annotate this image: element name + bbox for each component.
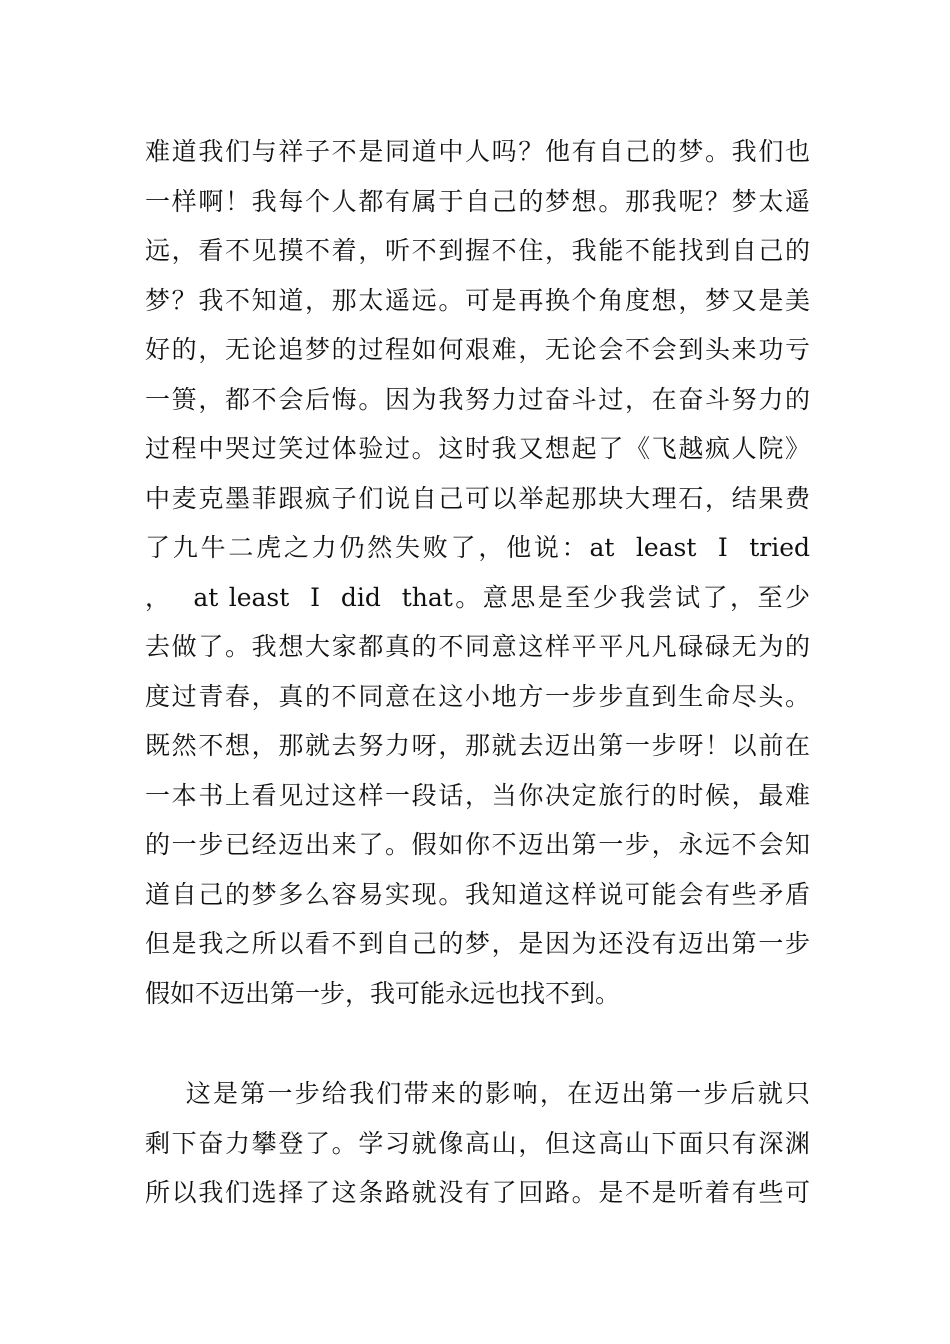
text-line: 一样啊！我每个人都有属于自己的梦想。那我呢？梦太遥 [145,186,810,216]
text-line: 了九牛二虎之力仍然失败了，他说：at least I tried [145,533,810,562]
text-line: 的一步已经迈出来了。假如你不迈出第一步，永远不会知 [145,830,810,859]
text-line-indented: 这是第一步给我们带来的影响，在迈出第一步后就只 [145,1079,810,1108]
text-line: 远，看不见摸不着，听不到握不住，我能不能找到自己的 [145,236,810,265]
text-line: 好的，无论追梦的过程如何艰难，无论会不会到头来功亏 [145,335,810,364]
text-line: 既然不想，那就去努力呀，那就去迈出第一步呀！以前在 [145,731,810,760]
text-line: 中麦克墨菲跟疯子们说自己可以举起那块大理石，结果费 [145,483,810,513]
paragraph-2 [145,1069,810,1218]
paragraph-1 [145,127,810,1018]
text-line: 一本书上看见过这样一段话，当你决定旅行的时候，最难 [145,780,810,810]
text-line: 所以我们选择了这条路就没有了回路。是不是听着有些可 [145,1178,810,1207]
text-line: 度过青春，真的不同意在这小地方一步步直到生命尽头。 [145,681,810,711]
text-line-last: 假如不迈出第一步，我可能永远也找不到。 [145,978,621,1008]
text-line: 过程中哭过笑过体验过。这时我又想起了《飞越疯人院》 [145,434,810,463]
text-line: 但是我之所以看不到自己的梦，是因为还没有迈出第一步 [145,929,810,958]
text-line: ， at least I did that。意思是至少我尝试了，至少 [145,582,810,612]
text-line: 梦？我不知道，那太遥远。可是再换个角度想，梦又是美 [145,285,810,315]
text-line: 难道我们与祥子不是同道中人吗？他有自己的梦。我们也 [145,137,810,166]
text-line: 一篑，都不会后悔。因为我努力过奋斗过，在奋斗努力的 [145,384,810,414]
text-line: 道自己的梦多么容易实现。我知道这样说可能会有些矛盾 [145,879,810,909]
text-line: 去做了。我想大家都真的不同意这样平平凡凡碌碌无为的 [145,632,810,661]
text-line: 剩下奋力攀登了。学习就像高山，但这高山下面只有深渊 [145,1128,810,1158]
